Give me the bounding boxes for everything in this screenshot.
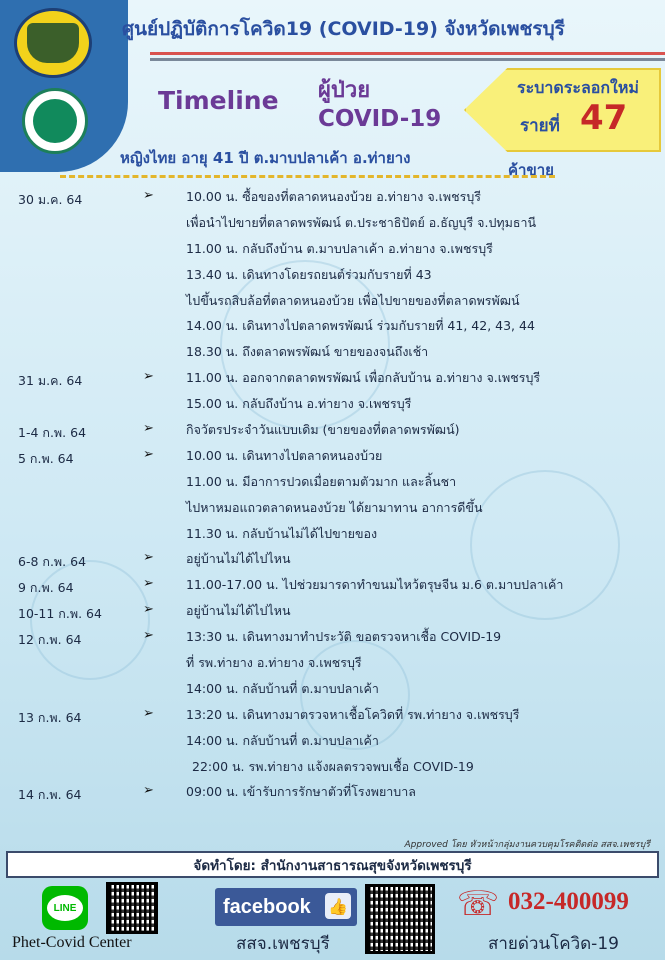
producer-text: จัดทำโดย: สำนักงานสาธารณสุขจังหวัดเพชรบุรี: [193, 857, 472, 874]
timeline-event: 11.00-17.00 น. ไปช่วยมารดาทำขนมไหว้ตรุษจีน ม.6 ต.มาบปลาเค้า: [186, 577, 564, 593]
page-title: ศูนย์ปฏิบัติการโควิด19 (COVID-19) จังหวัดเพชรบุรี: [122, 18, 565, 40]
timeline-entry: [0, 572, 665, 598]
patient-description: หญิงไทย อายุ 41 ปี ต.มาบปลาเค้า อ.ท่ายาง: [120, 149, 411, 167]
timeline-date: 6-8 ก.พ. 64: [18, 554, 87, 570]
case-badge-wave: ระบาดระลอกใหม่: [517, 78, 639, 97]
timeline-entry: [0, 702, 665, 780]
line-icon-text: LINE: [47, 895, 83, 921]
timeline-entry: [0, 365, 665, 417]
timeline-event: อยู่บ้านไม่ได้ไปไหน: [186, 551, 291, 567]
timeline-event: 18.30 น. ถึงตลาดพรพัฒน์ ขายของจนถึงเช้า: [186, 344, 429, 360]
timeline-date: 10-11 ก.พ. 64: [18, 606, 102, 622]
timeline-date: 14 ก.พ. 64: [18, 787, 82, 803]
arrow-bullet-icon: ➢: [143, 628, 154, 644]
arrow-bullet-icon: ➢: [143, 602, 154, 618]
timeline-event: 14.00 น. เดินทางไปตลาดพรพัฒน์ ร่วมกับรายที่ 41, 42, 43, 44: [186, 318, 535, 334]
line-account-caption: Phet-Covid Center: [12, 934, 132, 951]
title-divider: [150, 58, 665, 61]
timeline-entry: [0, 546, 665, 572]
timeline-event: ไปหาหมอแถวตลาดหนองบ้วย ได้ยามาทาน อาการดีขึ้น: [186, 499, 483, 515]
facebook-page-caption: สสจ.เพชรบุรี: [236, 934, 330, 954]
arrow-bullet-icon: ➢: [143, 188, 154, 203]
approval-note: Approved โดย หัวหน้ากลุ่มงานควบคุมโรคติดต่อ สสจ.เพชรบุรี: [404, 840, 650, 850]
timeline-event: 11.30 น. กลับบ้านไม่ได้ไปขายของ: [186, 525, 378, 541]
header-divider: [60, 175, 555, 178]
timeline-event: 10.00 น. เดินทางไปตลาดหนองบ้วย: [186, 447, 383, 463]
timeline-event: ที่ รพ.ท่ายาง อ.ท่ายาง จ.เพชรบุรี: [186, 655, 362, 671]
timeline-date: 9 ก.พ. 64: [18, 580, 74, 596]
timeline-event: กิจวัตรประจำวันแบบเดิม (ขายของที่ตลาดพรพัฒน์): [186, 422, 460, 438]
case-badge-label: รายที่: [520, 116, 560, 136]
timeline-date: 12 ก.พ. 64: [18, 632, 82, 648]
phone-icon: ☏: [456, 884, 500, 924]
timeline-list: [0, 184, 665, 805]
timeline-date: 5 ก.พ. 64: [18, 450, 74, 466]
line-icon[interactable]: [42, 886, 88, 930]
arrow-bullet-icon: ➢: [143, 369, 154, 385]
timeline-event: 11.00 น. ออกจากตลาดพรพัฒน์ เพื่อกลับบ้าน อ.ท่ายาง จ.เพชรบุรี: [186, 370, 541, 386]
timeline-event: 13:20 น. เดินทางมาตรวจหาเชื้อโควิดที่ รพ.ท่ายาง จ.เพชรบุรี: [186, 706, 520, 722]
logo-panel: [0, 0, 128, 172]
province-seal-icon: [14, 8, 92, 78]
case-number: 47: [580, 98, 628, 138]
thumbs-up-icon: 👍: [325, 893, 351, 919]
hotline-number[interactable]: 032-400099: [508, 888, 629, 915]
timeline-date: 1-4 ก.พ. 64: [18, 425, 87, 441]
qr-code-icon: [365, 884, 435, 954]
timeline-event: 09:00 น. เข้ารับการรักษาตัวที่โรงพยาบาล: [186, 784, 416, 800]
ministry-of-public-health-logo-icon: [22, 88, 88, 154]
timeline-date: 13 ก.พ. 64: [18, 709, 82, 725]
facebook-icon[interactable]: [215, 888, 357, 926]
arrow-bullet-icon: ➢: [143, 705, 154, 721]
timeline-date: 31 ม.ค. 64: [18, 373, 83, 389]
timeline-event: เพื่อนำไปขายที่ตลาดพรพัฒน์ ต.ประชาธิปัตย์ อ.ธัญบุรี จ.ปทุมธานี: [186, 214, 537, 230]
timeline-event: 15.00 น. กลับถึงบ้าน อ.ท่ายาง จ.เพชรบุรี: [186, 396, 412, 412]
producer-banner: [6, 851, 659, 878]
covid-label: COVID-19: [318, 106, 442, 132]
timeline-entry: [0, 779, 665, 805]
patient-label: ผู้ป่วย: [318, 78, 371, 103]
hotline-caption: สายด่วนโควิด-19: [488, 934, 619, 954]
arrow-bullet-icon: ➢: [143, 576, 154, 592]
timeline-event: 14:00 น. กลับบ้านที่ ต.มาบปลาเค้า: [186, 732, 379, 748]
timeline-entry: [0, 624, 665, 702]
arrow-bullet-icon: ➢: [143, 783, 154, 799]
timeline-event: 14:00 น. กลับบ้านที่ ต.มาบปลาเค้า: [186, 680, 379, 696]
arrow-bullet-icon: ➢: [143, 446, 154, 462]
timeline-event: 22:00 น. รพ.ท่ายาง แจ้งผลตรวจพบเชื้อ COVID-19: [192, 758, 474, 774]
facebook-wordmark: facebook: [223, 895, 311, 918]
timeline-entry: [0, 443, 665, 547]
timeline-heading: Timeline: [158, 86, 279, 115]
timeline-entry: [0, 417, 665, 443]
timeline-entry: [0, 598, 665, 624]
title-divider: [150, 52, 665, 55]
timeline-event: 10.00 น. ซื้อของที่ตลาดหนองบ้วย อ.ท่ายาง จ.เพชรบุรี: [186, 189, 482, 204]
patient-occupation: ค้าขาย: [508, 161, 554, 179]
timeline-event: อยู่บ้านไม่ได้ไปไหน: [186, 603, 291, 619]
arrow-bullet-icon: ➢: [143, 421, 154, 437]
timeline-date: 30 ม.ค. 64: [18, 192, 83, 207]
timeline-event: 11.00 น. กลับถึงบ้าน ต.มาบปลาเค้า อ.ท่ายาง จ.เพชรบุรี: [186, 240, 493, 256]
timeline-entry: [0, 184, 665, 365]
arrow-bullet-icon: ➢: [143, 550, 154, 566]
timeline-event: ไปขึ้นรถสิบล้อที่ตลาดหนองบ้วย เพื่อไปขายของที่ตลาดพรพัฒน์: [186, 292, 520, 308]
timeline-event: 13:30 น. เดินทางมาทำประวัติ ขอตรวจหาเชื้อ COVID-19: [186, 629, 502, 645]
timeline-event: 11.00 น. มีอาการปวดเมื่อยตามตัวมาก และลิ้นชา: [186, 473, 457, 489]
timeline-event: 13.40 น. เดินทางโดยรถยนต์ร่วมกับรายที่ 43: [186, 266, 432, 282]
qr-code-icon: [106, 882, 158, 934]
